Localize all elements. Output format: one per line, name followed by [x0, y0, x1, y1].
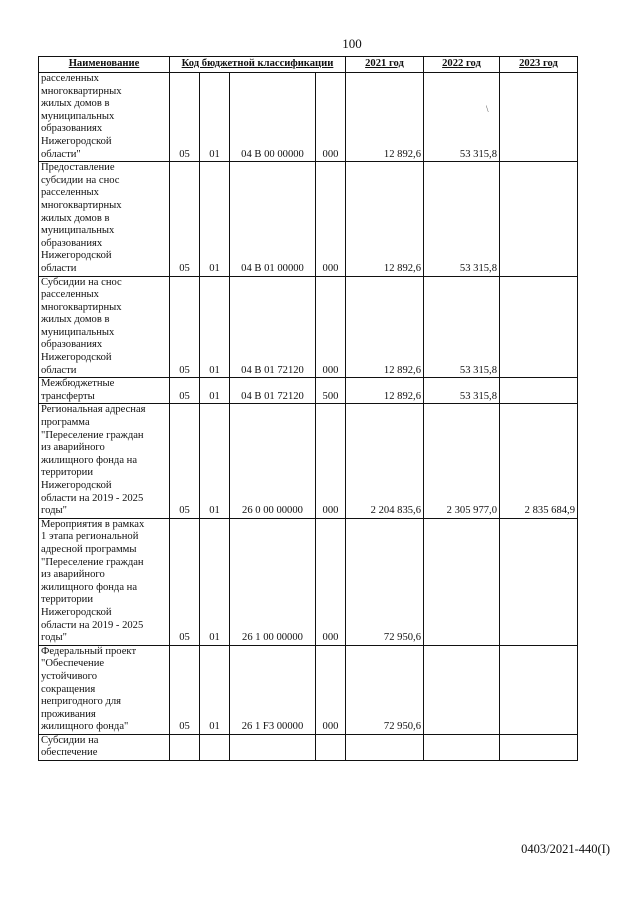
cell-2023 [500, 378, 578, 404]
cell-target-article: 04 В 01 72120 [230, 378, 316, 404]
cell-2021: 72 950,6 [346, 645, 424, 734]
cell-expense-type [316, 734, 346, 760]
cell-section: 05 [170, 162, 200, 276]
cell-2021: 72 950,6 [346, 518, 424, 645]
cell-subsection [200, 734, 230, 760]
cell-name: Мероприятия в рамках 1 этапа региональной адресной программы "Переселение граждан из аварийного жилищного фонда на территории Нижегородской области на 2019 - 2025 годы" [39, 518, 170, 645]
cell-expense-type: 000 [316, 162, 346, 276]
page-number: 100 [342, 36, 362, 51]
cell-2022: 53 315,8 [424, 73, 500, 162]
cell-expense-type: 000 [316, 645, 346, 734]
cell-subsection: 01 [200, 518, 230, 645]
cell-name: Федеральный проект "Обеспечение устойчивого сокращения непригодного для проживания жилищного фонда" [39, 645, 170, 734]
table-row [39, 645, 578, 734]
cell-target-article: 04 В 01 72120 [230, 276, 316, 378]
cell-expense-type: 000 [316, 73, 346, 162]
cell-target-article: 26 1 F3 00000 [230, 645, 316, 734]
cell-section: 05 [170, 518, 200, 645]
cell-2021: 2 204 835,6 [346, 404, 424, 518]
cell-2023 [500, 518, 578, 645]
cell-section [170, 734, 200, 760]
header-2022: 2022 год [424, 57, 500, 73]
cell-expense-type: 000 [316, 276, 346, 378]
cell-expense-type: 000 [316, 404, 346, 518]
cell-subsection: 01 [200, 162, 230, 276]
cell-2022: 53 315,8 [424, 378, 500, 404]
cell-2023 [500, 645, 578, 734]
cell-subsection: 01 [200, 404, 230, 518]
cell-2021: 12 892,6 [346, 162, 424, 276]
cell-2021 [346, 734, 424, 760]
cell-section: 05 [170, 276, 200, 378]
table-row [39, 518, 578, 645]
table-row [39, 276, 578, 378]
cell-2022 [424, 518, 500, 645]
header-2023: 2023 год [500, 57, 578, 73]
cell-2022: 53 315,8 [424, 276, 500, 378]
cell-expense-type: 000 [316, 518, 346, 645]
cell-subsection: 01 [200, 645, 230, 734]
table-body [39, 73, 578, 761]
cell-2022 [424, 645, 500, 734]
cell-section: 05 [170, 73, 200, 162]
header-code: Код бюджетной классификации [170, 57, 346, 73]
header-row [39, 57, 578, 73]
cell-target-article [230, 734, 316, 760]
cell-target-article: 26 1 00 00000 [230, 518, 316, 645]
cell-name: Региональная адресная программа "Переселение граждан из аварийного жилищного фонда на территории Нижегородской области на 2019 - 2025 годы" [39, 404, 170, 518]
cell-subsection: 01 [200, 276, 230, 378]
cell-2022: 53 315,8 [424, 162, 500, 276]
cell-name: Межбюджетные трансферты [39, 378, 170, 404]
cell-section: 05 [170, 378, 200, 404]
cell-target-article: 04 В 01 00000 [230, 162, 316, 276]
cell-2023 [500, 73, 578, 162]
cell-2022 [424, 734, 500, 760]
cell-target-article: 04 В 00 00000 [230, 73, 316, 162]
budget-table [38, 56, 578, 761]
cell-2023 [500, 276, 578, 378]
cell-2021: 12 892,6 [346, 378, 424, 404]
header-2021: 2021 год [346, 57, 424, 73]
cell-2023: 2 835 684,9 [500, 404, 578, 518]
cell-target-article: 26 0 00 00000 [230, 404, 316, 518]
table-row [39, 734, 578, 760]
cell-name: расселенных многоквартирных жилых домов в муниципальных образованиях Нижегородской области" [39, 73, 170, 162]
table-row [39, 404, 578, 518]
cell-expense-type: 500 [316, 378, 346, 404]
header-name: Наименование [39, 57, 170, 73]
table-row [39, 378, 578, 404]
cell-2021: 12 892,6 [346, 276, 424, 378]
cell-subsection: 01 [200, 73, 230, 162]
cell-2023 [500, 734, 578, 760]
cell-name: Субсидии на снос расселенных многоквартирных жилых домов в муниципальных образованиях Нижегородской области [39, 276, 170, 378]
cell-name: Предоставление субсидии на снос расселенных многоквартирных жилых домов в муниципальных образованиях Нижегородской области [39, 162, 170, 276]
cell-section: 05 [170, 645, 200, 734]
cell-name: Субсидии на обеспечение [39, 734, 170, 760]
table-row [39, 73, 578, 162]
cell-2022: 2 305 977,0 [424, 404, 500, 518]
table-row [39, 162, 578, 276]
document-code: 0403/2021-440(I) [521, 842, 610, 856]
cell-2023 [500, 162, 578, 276]
stray-mark: \ [486, 104, 489, 114]
cell-subsection: 01 [200, 378, 230, 404]
cell-2021: 12 892,6 [346, 73, 424, 162]
cell-section: 05 [170, 404, 200, 518]
